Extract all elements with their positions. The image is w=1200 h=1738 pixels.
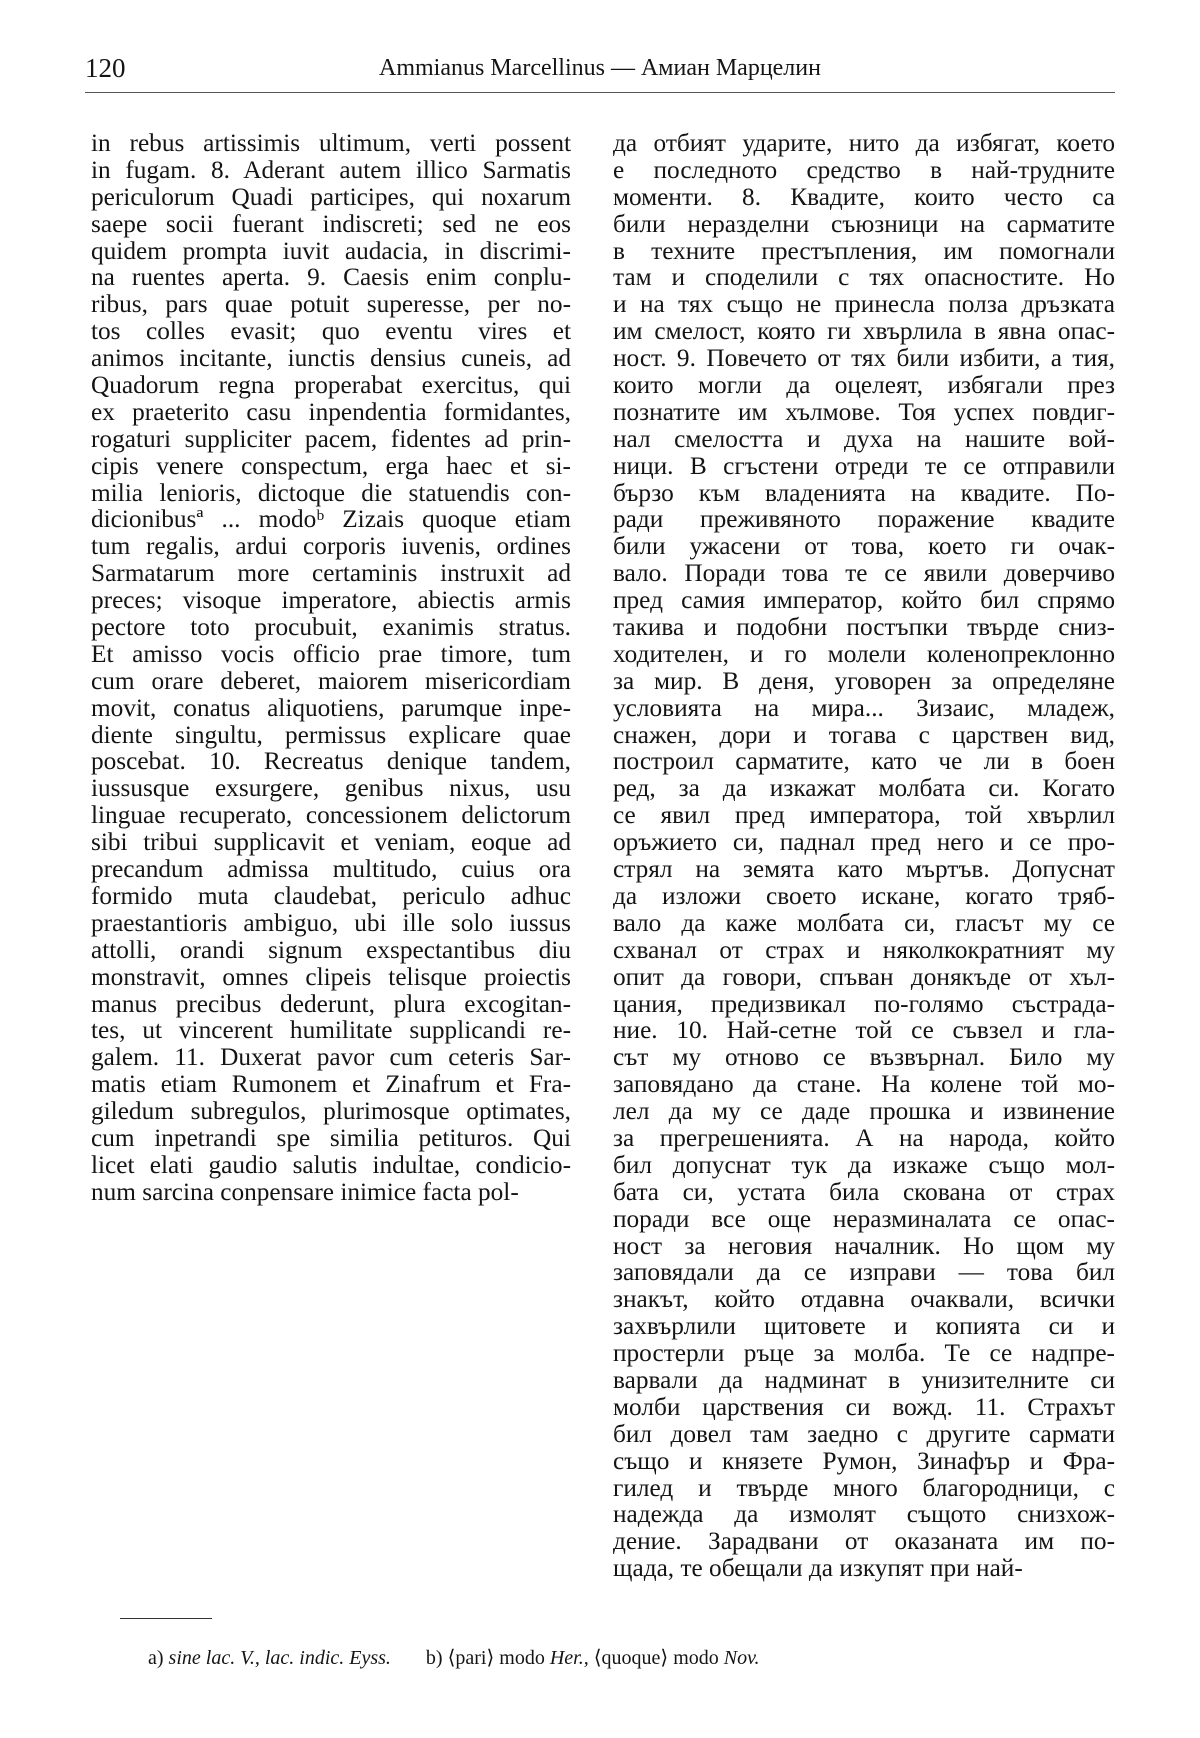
bulgarian-text-line: молби царствения си вожд. 11. Страхът <box>613 1392 1115 1421</box>
latin-text-line: in fugam. 8. Aderant autem illico Sarmatis <box>91 155 571 184</box>
latin-text-line: cipis venere conspectum, erga haec et si- <box>91 451 571 480</box>
bulgarian-text-line: простерли ръце за молба. Те се надпре- <box>613 1339 1115 1368</box>
latin-text-line: giledum subregulos, plurimosque optimates, <box>91 1097 571 1126</box>
latin-text-line: matis etiam Rumonem et Zinafrum et Fra- <box>91 1070 571 1099</box>
footnote-b <box>426 1645 760 1671</box>
bulgarian-text-line: знакът, който отдавна очаквали, всички <box>613 1285 1115 1314</box>
bulgarian-text-line: ние. 10. Най-сетне той се съвзел и гла- <box>613 1016 1115 1045</box>
bulgarian-text-line: пред самия император, който бил спрямо <box>613 586 1115 615</box>
running-title: Ammianus Marcellinus — Амиан Марцелин <box>379 55 821 81</box>
latin-text-line: sibi tribui supplicavit et veniam, eoque ad <box>91 828 571 857</box>
bulgarian-text-line: ност. 9. Повечето от тях били избити, а тия, <box>613 344 1115 373</box>
bulgarian-text-line: за прегрешенията. А на народа, който <box>613 1123 1115 1152</box>
latin-text-line: licet elati gaudio salutis indultae, condicio- <box>91 1150 571 1179</box>
bulgarian-text-line: вало да каже молбата си, гласът му се <box>613 908 1115 937</box>
bulgarian-text-line: ност за неговия началник. Но щом му <box>613 1231 1115 1260</box>
footnote-a <box>148 1645 391 1671</box>
bulgarian-text-line: опит да говори, спъван донякъде от хъл- <box>613 962 1115 991</box>
footnote-b-text-2: ⟨quoque⟩ modo <box>588 1647 724 1669</box>
bulgarian-text-line: захвърлили щитовете и копията си и <box>613 1312 1115 1341</box>
bulgarian-text-line: заповядали да се изправи — това бил <box>613 1258 1115 1287</box>
latin-text-line: tos colles evasit; quo eventu vires et <box>91 317 571 346</box>
latin-text-line: preces; visoque imperatore, abiectis armis <box>91 586 571 615</box>
latin-text-line: galem. 11. Duxerat pavor cum ceteris Sar- <box>91 1043 571 1072</box>
latin-text-line: saepe socii fuerant indiscreti; sed ne eos <box>91 209 571 238</box>
latin-text-line: Quadorum regna properabat exercitus, qui <box>91 371 571 400</box>
bulgarian-text-line: също и князете Румон, Зинафър и Фра- <box>613 1446 1115 1475</box>
bulgarian-text-line: нал смелостта и духа на нашите вой- <box>613 424 1115 453</box>
bulgarian-text-line: сът му отново се възвърнал. Било му <box>613 1043 1115 1072</box>
latin-text-line: periculorum Quadi participes, qui noxarum <box>91 182 571 211</box>
latin-text-line: cum orare deberet, maiorem misericordiam <box>91 666 571 695</box>
latin-text-line: na ruentes aperta. 9. Caesis enim conplu- <box>91 263 571 292</box>
bulgarian-text-line: условията на мира... Зизаис, младеж, <box>613 693 1115 722</box>
latin-text-line: ribus, pars quae potuit superesse, per no- <box>91 290 571 319</box>
latin-text-line: num sarcina conpensare inimice facta pol- <box>91 1177 519 1206</box>
latin-text-line: animos incitante, iunctis densius cuneis, ad <box>91 344 571 373</box>
latin-text-line: ex praeterito casu inpendentia formidantes, <box>91 397 571 426</box>
latin-text-line: cum inpetrandi spe similia petituros. Qui <box>91 1123 571 1152</box>
running-header <box>85 52 1115 92</box>
latin-text-line: Et amisso vocis officio prae timore, tum <box>91 639 571 668</box>
bulgarian-text-line: които могли да оцелеят, избягали през <box>613 371 1115 400</box>
footnote-b-em-1: Her., <box>549 1647 589 1669</box>
latin-text-line: pectore toto procubuit, exanimis stratus. <box>91 613 571 642</box>
latin-text-line: rogaturi suppliciter pacem, fidentes ad prin- <box>91 424 571 453</box>
latin-text-line: iussusque exsurgere, genibus nixus, usu <box>91 774 571 803</box>
bulgarian-text-line: били ужасени от това, което ги очак- <box>613 532 1115 561</box>
bulgarian-text-line: за мир. В деня, уговорен за определяне <box>613 666 1115 695</box>
bulgarian-text-line: бързо към владенията на квадите. По- <box>613 478 1115 507</box>
bulgarian-text-line: такива и подобни постъпки твърде сниз- <box>613 613 1115 642</box>
latin-text-line: precandum admissa multitudo, cuius ora <box>91 855 571 884</box>
latin-text-line: diente singultu, permissus explicare quae <box>91 720 571 749</box>
bulgarian-text-line: бил довел там заедно с другите сармати <box>613 1419 1115 1448</box>
latin-text-column <box>91 130 571 1206</box>
bulgarian-text-line: стрял на земята като мъртъв. Допуснат <box>613 855 1115 884</box>
bulgarian-text-line: заповядано да стане. На колене той мо- <box>613 1070 1115 1099</box>
latin-text-line: quidem prompta iuvit audacia, in discrimi- <box>91 236 571 265</box>
latin-text-line: monstravit, omnes clipeis telisque proiectis <box>91 962 571 991</box>
bulgarian-text-column <box>613 130 1115 1582</box>
footnote-b-label: b) <box>425 1647 443 1669</box>
bulgarian-text-line: цания, предизвикал по-голямо състрада- <box>613 989 1115 1018</box>
latin-text-line: dicionibusª ... modoᵇ Zizais quoque etiam <box>91 505 571 534</box>
bulgarian-text-line: моменти. 8. Квадите, които често са <box>613 182 1115 211</box>
bulgarian-text-line: ради преживяното поражение квадите <box>613 505 1115 534</box>
footnote-a-label: a) <box>148 1647 164 1669</box>
bulgarian-text-line: и на тях също не принесла полза дръзката <box>613 290 1115 319</box>
bulgarian-text-line: поради все още неразминалата се опас- <box>613 1204 1115 1233</box>
bulgarian-text-line: схванал от страх и няколкократният му <box>613 935 1115 964</box>
latin-text-line: tum regalis, ardui corporis iuvenis, ordines <box>91 532 571 561</box>
footnote-rule <box>120 1618 212 1619</box>
bulgarian-text-line: да отбият ударите, нито да избягат, което <box>613 129 1115 157</box>
bulgarian-text-line: бата си, устата била скована от страх <box>613 1177 1115 1206</box>
bulgarian-text-line: вало. Поради това те се явили доверчиво <box>613 559 1115 588</box>
latin-text-line: Sarmatarum more certaminis instruxit ad <box>91 559 571 588</box>
footnote-b-text-1: ⟨pari⟩ modo <box>447 1647 550 1669</box>
bulgarian-text-line: там и споделили с тях опасностите. Но <box>613 263 1115 292</box>
bulgarian-text-line: ред, за да изкажат молбата си. Когато <box>613 774 1115 803</box>
latin-text-line: formido muta claudebat, periculo adhuc <box>91 881 571 910</box>
latin-text-line: attolli, orandi signum exspectantibus diu <box>91 935 571 964</box>
latin-text-line: milia lenioris, dictoque die statuendis con- <box>91 478 571 507</box>
bulgarian-text-line: надежда да измолят същото снизхож- <box>613 1500 1115 1529</box>
latin-text-line: praestantioris ambiguo, ubi ille solo iussus <box>91 908 571 937</box>
latin-text-line: in rebus artissimis ultimum, verti possent <box>91 129 571 157</box>
footnote-b-em-2: Nov. <box>723 1647 760 1669</box>
bulgarian-text-line: щада, те обещали да изкупят при най- <box>613 1554 1023 1583</box>
bulgarian-text-line: снажен, дори и тогава с царствен вид, <box>613 720 1115 749</box>
latin-text-line: manus precibus dederunt, plura excogitan- <box>91 989 571 1018</box>
bulgarian-text-line: е последното средство в най-трудните <box>613 155 1115 184</box>
bulgarian-text-line: в техните престъпления, им помогнали <box>613 236 1115 265</box>
bulgarian-text-line: познатите им хълмове. Тоя успех повдиг- <box>613 397 1115 426</box>
bulgarian-text-line: бил допуснат тук да изкаже също мол- <box>613 1150 1115 1179</box>
bulgarian-text-line: били неразделни съюзници на сарматите <box>613 209 1115 238</box>
footnote-a-text: sine lac. V., lac. indic. Eyss. <box>168 1647 391 1669</box>
bulgarian-text-line: построил сарматите, като че ли в боен <box>613 747 1115 776</box>
bulgarian-text-line: ници. В сгъстени отреди те се отправили <box>613 451 1115 480</box>
bulgarian-text-line: се явил пред императора, той хвърлил <box>613 801 1115 830</box>
bulgarian-text-line: им смелост, която ги хвърлила в явна опас- <box>613 317 1115 346</box>
latin-text-line: tes, ut vincerent humilitate supplicandi re- <box>91 1016 571 1045</box>
bulgarian-text-line: лел да му се даде прошка и извинение <box>613 1097 1115 1126</box>
header-rule <box>85 92 1115 93</box>
footnotes <box>148 1645 1048 1671</box>
bulgarian-text-line: оръжието си, паднал пред него и се про- <box>613 828 1115 857</box>
bulgarian-text-line: варвали да надминат в унизителните си <box>613 1365 1115 1394</box>
latin-text-line: movit, conatus aliquotiens, parumque inpe- <box>91 693 571 722</box>
bulgarian-text-line: да изложи своето искане, когато тряб- <box>613 881 1115 910</box>
page-number: 120 <box>85 53 126 83</box>
bulgarian-text-line: гилед и твърде много благородници, с <box>613 1473 1115 1502</box>
latin-text-line: poscebat. 10. Recreatus denique tandem, <box>91 747 571 776</box>
bulgarian-text-line: ходителен, и го молели коленопреклонно <box>613 639 1115 668</box>
bulgarian-text-line: дение. Зарадвани от оказаната им по- <box>613 1527 1115 1556</box>
latin-text-line: linguae recuperato, concessionem delictorum <box>91 801 571 830</box>
